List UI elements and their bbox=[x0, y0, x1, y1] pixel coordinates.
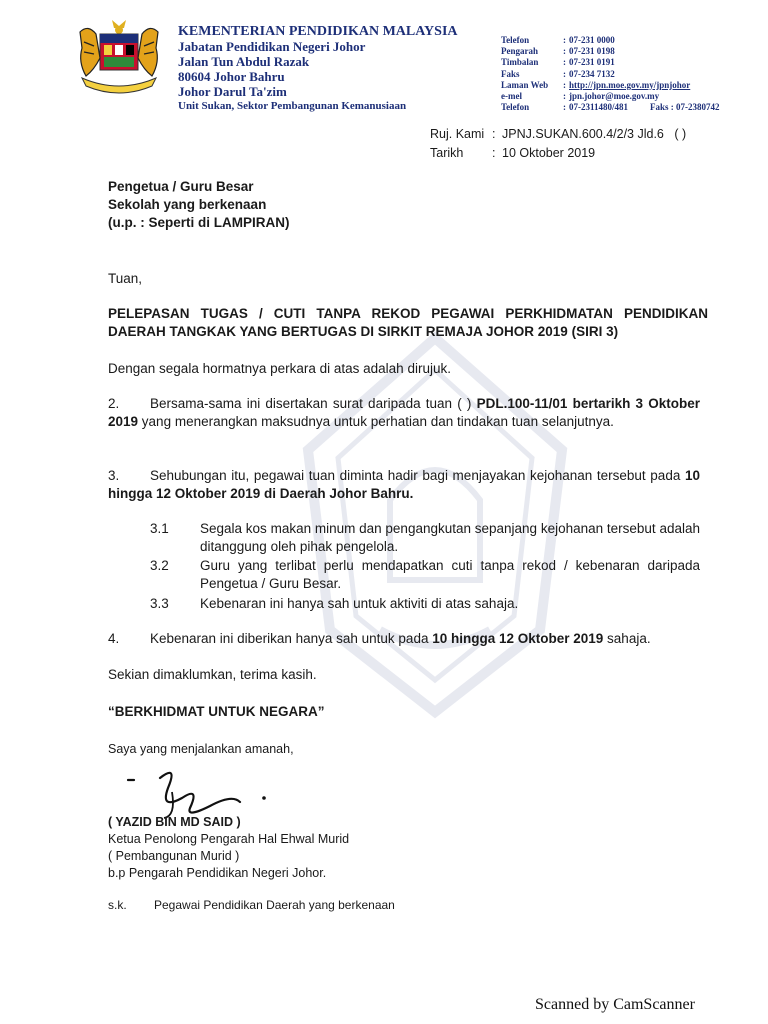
recipient-address bbox=[108, 178, 290, 232]
subject-heading: PELEPASAN TUGAS / CUTI TANPA REKOD PEGAWAI PERKHIDMATAN PENDIDIKAN DAERAH TANGKAK YANG BERTUGAS DI SIRKIT REMAJA JOHOR 2019 (SIRI 3) bbox=[108, 306, 708, 339]
address-line: Johor Darul Ta'zim bbox=[178, 84, 287, 99]
paragraph-text: Sehubungan itu, pegawai tuan diminta hadir bagi menjayakan kejohanan tersebut pada bbox=[150, 468, 685, 483]
contact-row: Laman Web : http://jpn.moe.gov.my/jpnjohor bbox=[501, 79, 691, 90]
ministry-name: KEMENTERIAN PENDIDIKAN MALAYSIA bbox=[178, 24, 458, 39]
signer-name: ( YAZID BIN MD SAID ) bbox=[108, 815, 241, 829]
paragraph-emphasis: 10 hingga 12 Oktober 2019 di Daerah Johor Bahru. bbox=[108, 468, 700, 501]
motto: “BERKHIDMAT UNTUK NEGARA” bbox=[108, 704, 325, 719]
unit-name: Unit Sukan, Sektor Pembangunan Kemanusiaan bbox=[178, 100, 407, 112]
carbon-copy bbox=[108, 898, 395, 912]
paragraph-number: 2. bbox=[108, 396, 120, 411]
contact-label: Telefon bbox=[501, 102, 530, 113]
paragraph-text: Bersama-sama ini disertakan surat daripada tuan ( ) bbox=[150, 396, 477, 411]
department-line: Jabatan Pendidikan Negeri Johor bbox=[178, 39, 366, 54]
ref-suffix: ( ) bbox=[674, 127, 687, 141]
contact-value: 07-2311480/481 bbox=[569, 102, 629, 113]
paragraph-emphasis: 10 hingga 12 Oktober 2019 bbox=[432, 631, 604, 646]
intro-paragraph: Dengan segala hormatnya perkara di atas adalah dirujuk. bbox=[108, 361, 451, 376]
paragraph-number: 3. bbox=[108, 468, 120, 483]
contact-row: Timbalan : 07-231 0191 bbox=[501, 57, 615, 68]
trust-line: Saya yang menjalankan amanah, bbox=[108, 742, 294, 756]
subitem-3-2 bbox=[150, 557, 700, 593]
fax-value: Faks : 07-2380742 bbox=[650, 102, 720, 113]
signature-icon bbox=[120, 758, 280, 820]
contact-label: e-mel bbox=[501, 90, 522, 101]
website-link[interactable]: http://jpn.moe.gov.my/jpnjohor bbox=[569, 79, 691, 90]
paragraph-text: sahaja. bbox=[603, 631, 651, 646]
contact-label: Telefon bbox=[501, 35, 530, 45]
address-line: Jalan Tun Abdul Razak bbox=[178, 54, 310, 69]
email-value: jpn.johor@moe.gov.my bbox=[569, 90, 660, 101]
subitem-text: Segala kos makan minum dan pengangkutan sepanjang kejohanan tersebut adalah ditanggung oleh pihak pengelola. bbox=[200, 521, 700, 554]
contact-row: Telefon : 07-2311480/481 Faks : 07-2380742 bbox=[501, 102, 720, 113]
contact-label: Faks bbox=[501, 68, 520, 79]
contact-row: e-mel : jpn.johor@moe.gov.my bbox=[501, 90, 660, 101]
paragraph-4 bbox=[108, 630, 700, 648]
malaysia-coat-of-arms-icon bbox=[72, 18, 166, 98]
paragraph-text: Kebenaran ini diberikan hanya sah untuk pada bbox=[150, 631, 433, 646]
cc-recipient: Pegawai Pendidikan Daerah yang berkenaan bbox=[154, 898, 395, 912]
letterhead-organization bbox=[178, 24, 458, 114]
contact-row: Telefon : 07-231 0000 bbox=[501, 35, 615, 45]
letter-date: 10 Oktober 2019 bbox=[502, 146, 596, 160]
signer-title: Ketua Penolong Pengarah Hal Ehwal Murid bbox=[108, 832, 350, 846]
date-row: Tarikh : 10 Oktober 2019 bbox=[430, 144, 686, 163]
contact-value: 07-231 0000 bbox=[569, 35, 615, 45]
paragraph-3 bbox=[108, 467, 700, 503]
paragraph-text: yang menerangkan maksudnya untuk perhatian dan tindakan tuan selanjutnya. bbox=[138, 414, 614, 429]
closing-line: Sekian dimaklumkan, terima kasih. bbox=[108, 667, 317, 682]
recipient-line: Pengetua / Guru Besar bbox=[108, 179, 254, 194]
contact-value: 07-234 7132 bbox=[569, 68, 615, 79]
ref-label: Ruj. Kami bbox=[430, 127, 485, 141]
subitem-3-1 bbox=[150, 520, 700, 556]
scanner-footer: Scanned by CamScanner bbox=[535, 996, 695, 1013]
subitem-text: Guru yang terlibat perlu mendapatkan cuti tanpa rekod / kebenaran daripada Pengetua / Guru Besar. bbox=[200, 558, 700, 591]
subitem-text: Kebenaran ini hanya sah untuk aktiviti di atas sahaja. bbox=[200, 596, 519, 611]
recipient-line: Sekolah yang berkenaan bbox=[108, 197, 267, 212]
cc-label: s.k. bbox=[108, 898, 127, 912]
ref-number: JPNJ.SUKAN.600.4/2/3 Jld.6 bbox=[502, 127, 664, 141]
signer-department: ( Pembangunan Murid ) bbox=[108, 849, 240, 863]
contact-label: Pengarah bbox=[501, 46, 538, 57]
contact-list bbox=[501, 35, 720, 113]
contact-label: Timbalan bbox=[501, 57, 539, 68]
reference-row: Ruj. Kami : JPNJ.SUKAN.600.4/2/3 Jld.6 ( ) bbox=[430, 125, 686, 144]
date-label: Tarikh bbox=[430, 146, 464, 160]
subitem-number: 3.2 bbox=[150, 558, 169, 573]
contact-row: Faks : 07-234 7132 bbox=[501, 68, 615, 79]
subitem-3-3 bbox=[150, 595, 700, 613]
contact-value: 07-231 0198 bbox=[569, 46, 615, 57]
subitem-number: 3.3 bbox=[150, 596, 169, 611]
reference-block bbox=[430, 125, 686, 163]
contact-row: Pengarah : 07-231 0198 bbox=[501, 46, 615, 57]
signer-on-behalf: b.p Pengarah Pendidikan Negeri Johor. bbox=[108, 866, 327, 880]
address-line: 80604 Johor Bahru bbox=[178, 69, 285, 84]
paragraph-number: 4. bbox=[108, 631, 120, 646]
subitem-number: 3.1 bbox=[150, 521, 169, 536]
paragraph-emphasis: PDL.100-11/01 bertarikh 3 Oktober 2019 bbox=[108, 396, 700, 429]
signer-block bbox=[108, 814, 349, 882]
paragraph-2 bbox=[108, 395, 700, 431]
contact-label: Laman Web bbox=[501, 79, 549, 90]
contact-value: 07-231 0191 bbox=[569, 57, 615, 68]
salutation: Tuan, bbox=[108, 271, 143, 286]
recipient-line: (u.p. : Seperti di LAMPIRAN) bbox=[108, 215, 290, 230]
